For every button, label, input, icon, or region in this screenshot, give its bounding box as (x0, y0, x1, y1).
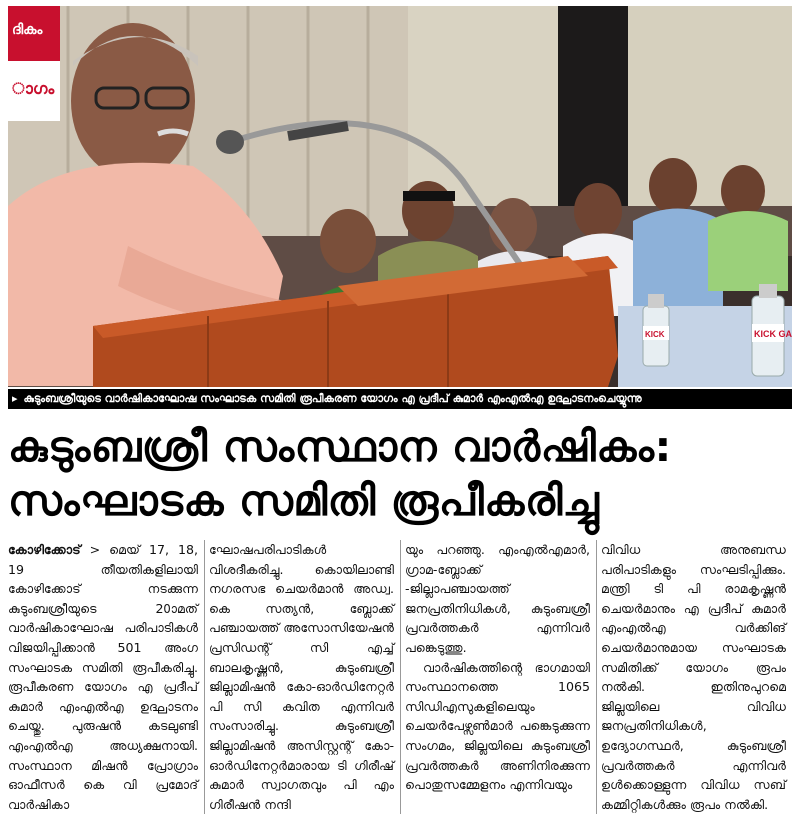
bottle-label: KICK GA (754, 329, 792, 339)
column-1-text: > മെയ് 17, 18, 19 തീയതികളിലായി കോഴിക്കോട് നടക്കുന്ന കുടുംബശ്രീയുടെ 20ാമത് വാർഷികാഘോഷ പരിപാടികൾ വിജയിപ്പിക്കാൻ 501 അംഗ സംഘാടക സമിതി രൂപീകരിച്ചു. രൂപീകരണ യോഗം എ പ്രദീപ് കുമാർ എംഎൽഎ ഉദ്ഘാടനം ചെയ്തു. പുരുഷൻ കടലുണ്ടി എംഎൽഎ അധ്യക്ഷനായി. സംസ്ഥാന മിഷൻ പ്രോഗ്രാം ഓഫീസർ കെ വി പ്രമോദ് വാർഷികാ (8, 542, 198, 812)
article-column-4 (596, 540, 792, 814)
news-photo (8, 6, 792, 387)
photo-caption (8, 389, 792, 409)
banner-line-2: ാഗം (12, 79, 55, 98)
svg-text:KICK: KICK (645, 330, 665, 339)
banner (8, 6, 60, 121)
column-3-text-a: യും പറഞ്ഞു. എംഎൽഎമാർ, ഗ്രാമ-ബ്ലോക്ക് -ജില്ലാപഞ്ചായത്ത് ജനപ്രതിനിധികൾ, കുടുംബശ്രീ പ്രവർത്തകർ എന്നിവർ പങ്കെടുത്തു. (405, 542, 590, 655)
column-2-text: ഘോഷപരിപാടികൾ വിശദീകരിച്ചു. കൊയിലാണ്ടി നഗരസഭ ചെയർമാൻ അഡ്വ. കെ സത്യൻ, ബ്ലോക്ക് പഞ്ചായത്ത് അസോസിയേഷൻ പ്രസിഡന്റ് സി എച്ച് ബാലകൃഷ്ണൻ, കുടുംബശ്രീ ജില്ലാമിഷൻ കോ-ഓർഡിനേറ്റർ പി സി കവിത എന്നിവർ സംസാരിച്ചു. കുടുംബശ്രീ ജില്ലാമിഷൻ അസിസ്റ്റന്റ് കോ-ഓർഡിനേറ്റർമാരായ ടി ഗിരീഷ് കുമാർ സ്വാഗതവും പി എം ഗിരീഷൻ നന്ദി (209, 542, 395, 812)
dateline: കോഴിക്കോട് (8, 542, 81, 557)
headline (8, 420, 792, 528)
article-column-3 (400, 540, 596, 814)
article-column-1 (8, 540, 204, 814)
caption-text: കുടുംബശ്രീയുടെ വാർഷികാഘോഷ സംഘാടക സമിതി രൂപീകരണ യോഗം എ പ്രദീപ് കുമാർ എംഎൽഎ ഉദ്ഘാടനംചെയ്യുന്നു (23, 392, 642, 405)
column-4-text: വിവിധ അനുബന്ധ പരിപാടികളും സംഘടിപ്പിക്കും. മന്ത്രി ടി പി രാമകൃഷ്ണൻ ചെയർമാനും എ പ്രദീപ് കുമാർ എംഎൽഎ വർക്കിങ് ചെയർമാനുമായ സംഘാടക സമിതിക്ക് യോഗം രൂപം നൽകി. ഇതിനുപുറമെ ജില്ലയിലെ വിവിധ ജനപ്രതിനിധികൾ, ഉദ്യോഗസ്ഥർ, കുടുംബശ്രീ പ്രവർത്തകർ എന്നിവർ ഉൾക്കൊള്ളുന്ന വിവിധ സബ് കമ്മിറ്റികൾക്കും രൂപം നൽകി. (601, 542, 786, 812)
banner-line-1: ദികം (12, 22, 43, 38)
triangle-right-icon: ▸ (12, 392, 18, 405)
article-body (8, 540, 792, 812)
column-3-text-b: വാർഷികത്തിന്റെ ഭാഗമായി സംസ്ഥാനത്തെ 1065 സിഡിഎസുകളിലെയും ചെയർപേഴ്സൺമാർ പങ്കെടുക്കുന്ന സംഗമം, ജില്ലയിലെ കുടുംബശ്രീ പ്രവർത്തകർ അണിനിരക്കുന്ന പൊതുസമ്മേളനം എന്നിവയും (405, 659, 590, 793)
photo-illustration (8, 6, 792, 387)
article-column-2 (204, 540, 400, 814)
headline-line-1: കുടുംബശ്രീ സംസ്ഥാന വാർഷികം: (8, 422, 672, 471)
headline-line-2: സംഘാടക സമിതി രൂപീകരിച്ചു (8, 476, 600, 525)
